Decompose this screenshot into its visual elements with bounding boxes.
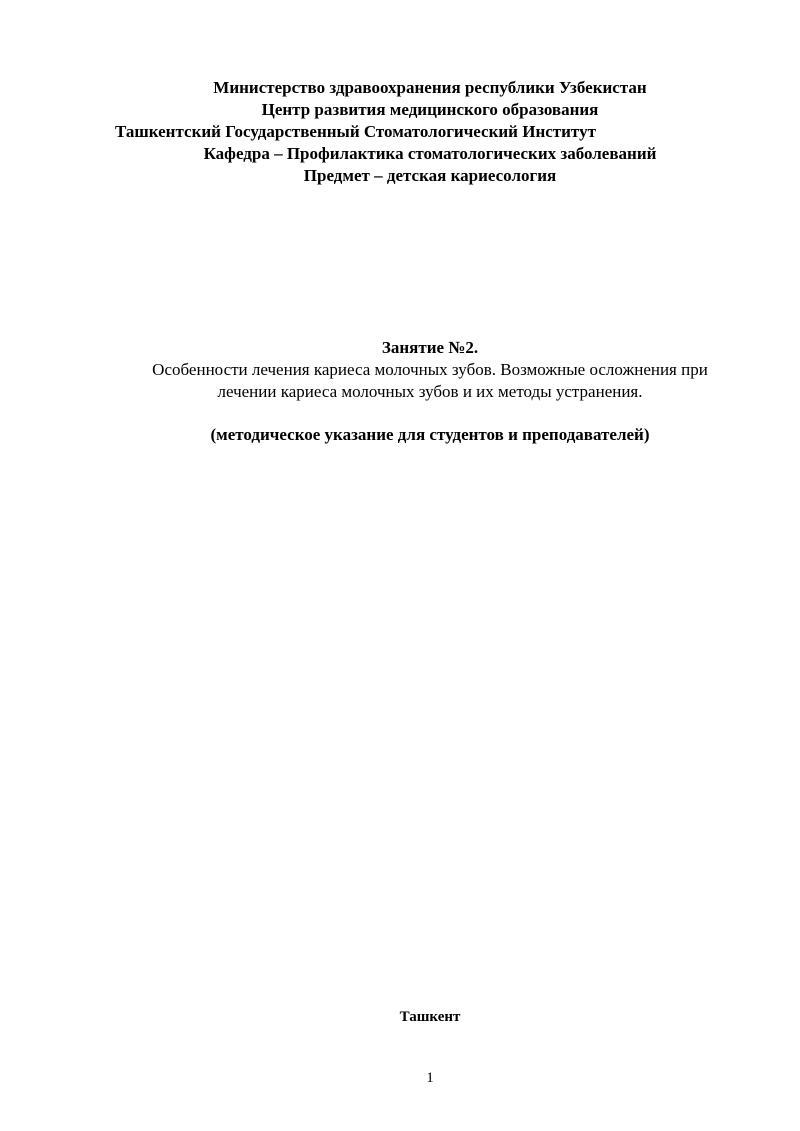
subject-heading: Предмет – детская кариесология (303, 166, 557, 185)
center-heading: Центр развития медицинского образования (261, 100, 599, 119)
institute-heading: Ташкентский Государственный Стоматологический Институт (115, 122, 596, 141)
lesson-topic-line-2: лечении кариеса молочных зубов и их методы устранения. (217, 382, 643, 401)
department-heading: Кафедра – Профилактика стоматологических заболеваний (203, 144, 657, 163)
ministry-heading: Министерство здравоохранения республики Узбекистан (213, 78, 647, 97)
page-number: 1 (426, 1070, 434, 1086)
city-label: Ташкент (399, 1009, 461, 1025)
lesson-topic-line-1: Особенности лечения кариеса молочных зубов. Возможные осложнения при (152, 360, 708, 379)
lesson-subtitle: (методическое указание для студентов и преподавателей) (210, 425, 650, 444)
lesson-title: Занятие №2. (381, 338, 479, 357)
